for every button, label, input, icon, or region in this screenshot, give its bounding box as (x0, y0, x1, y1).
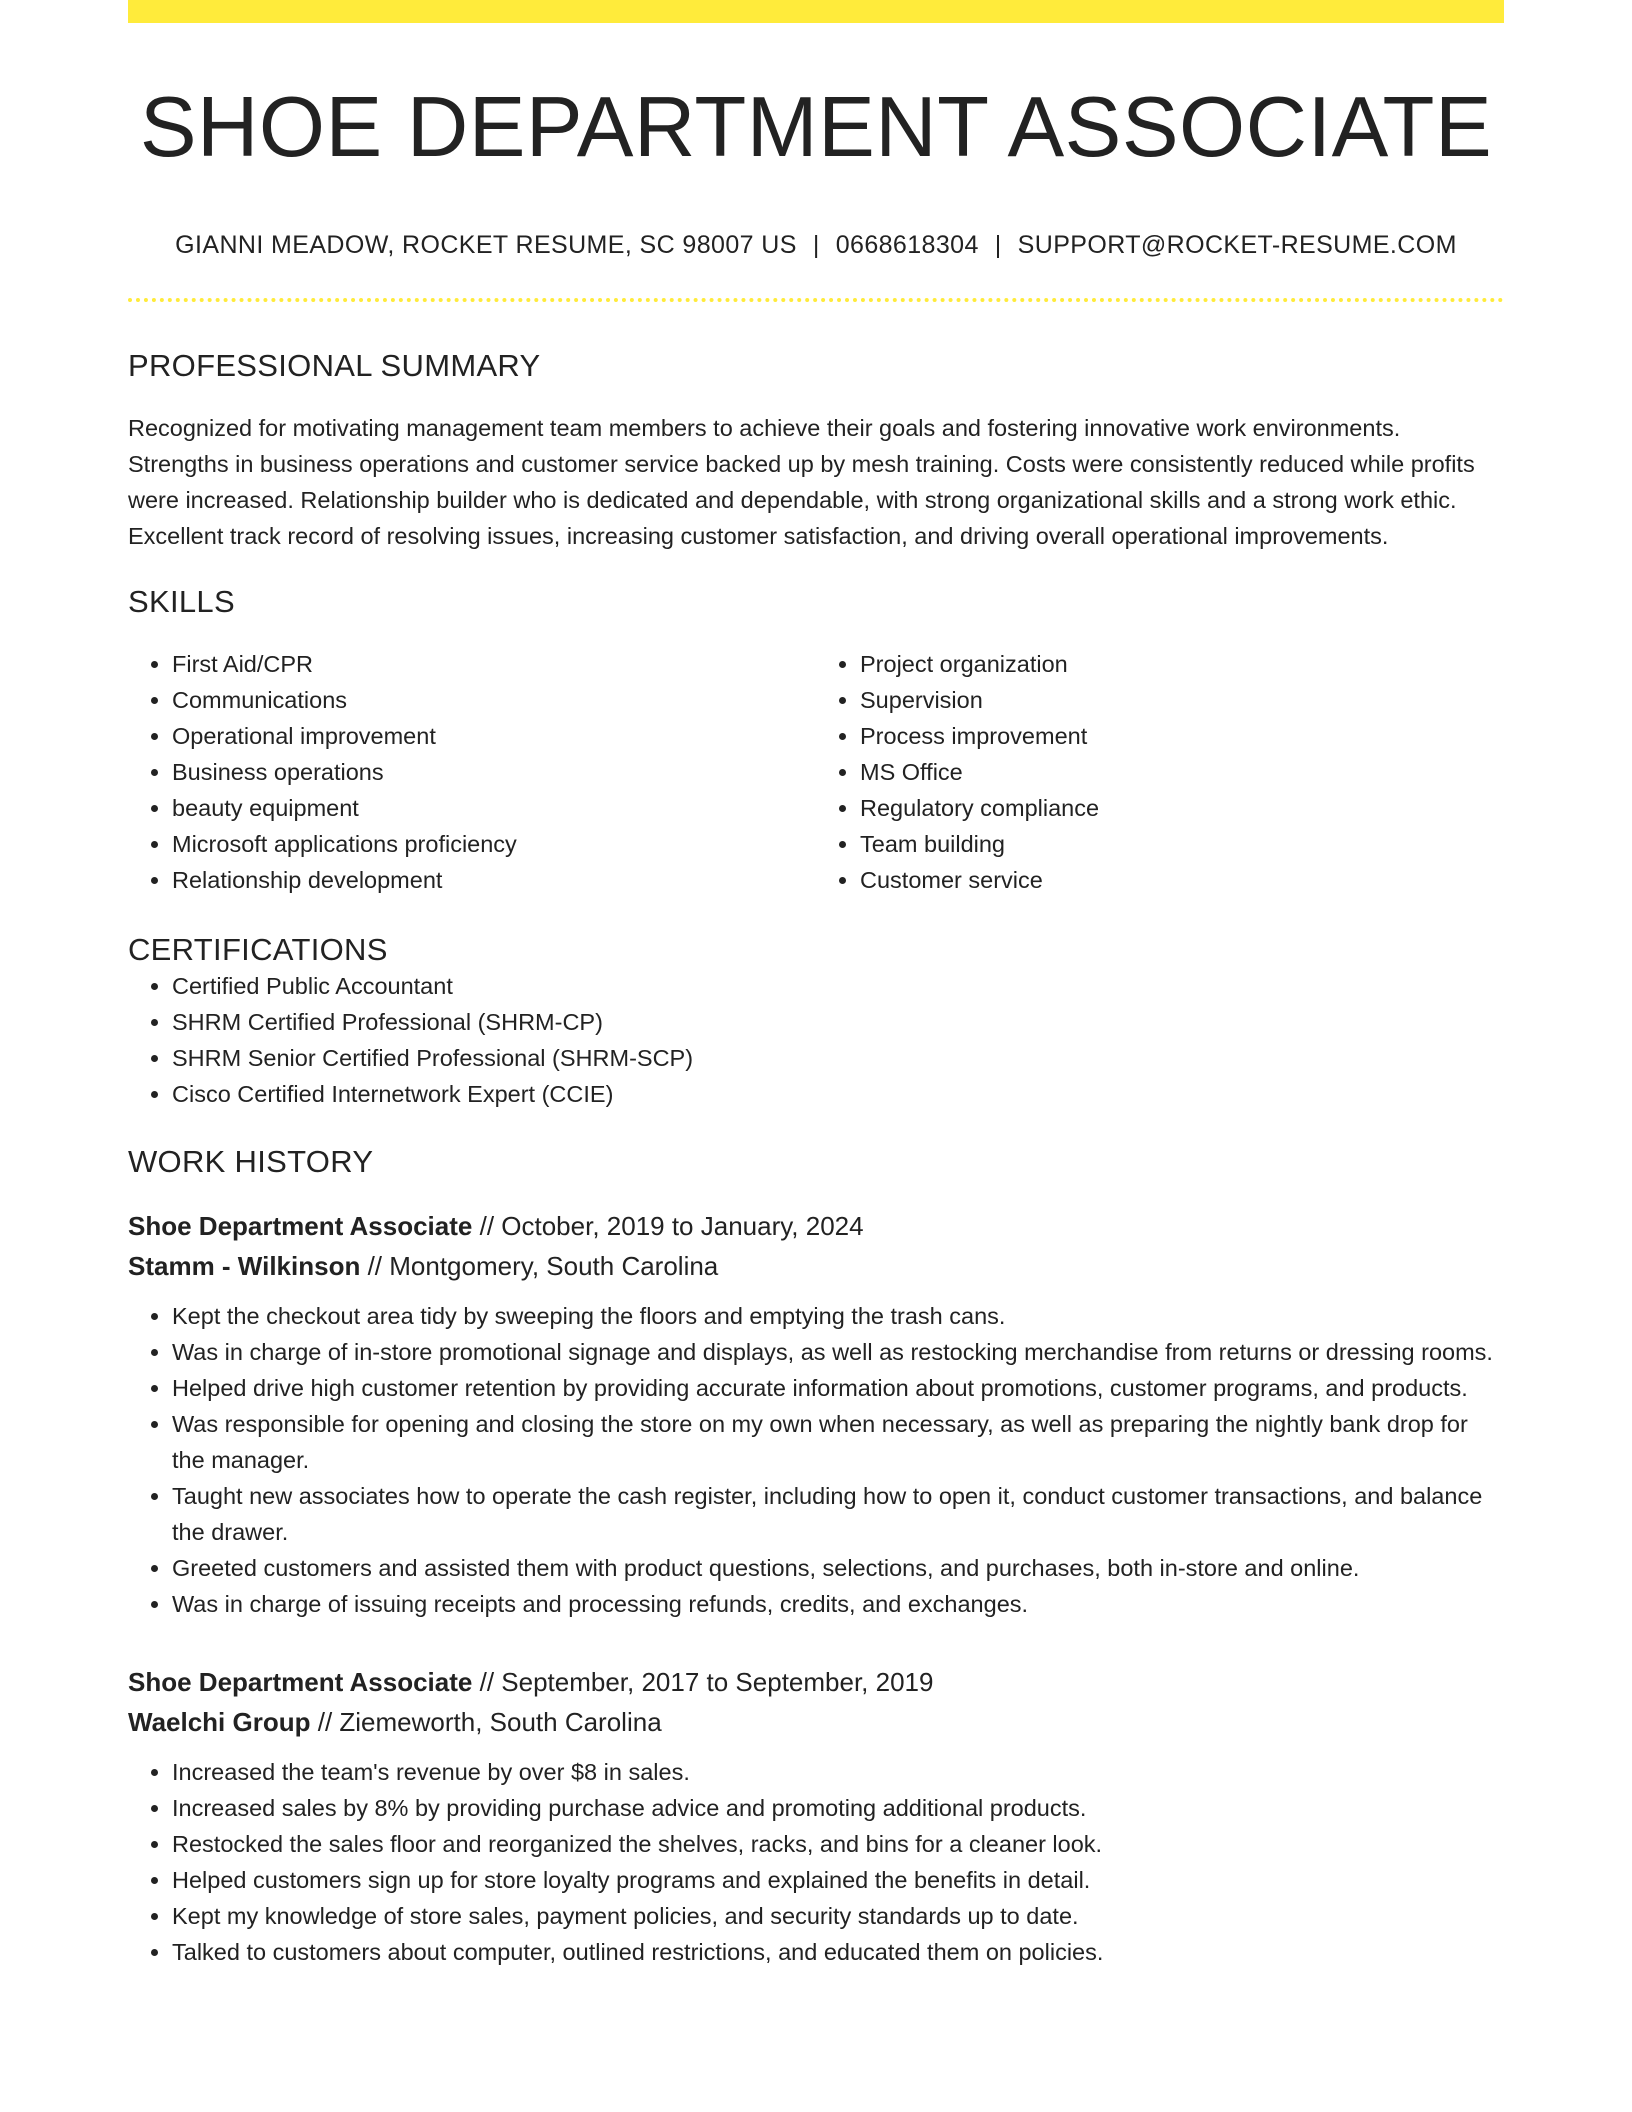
accent-bar (128, 0, 1504, 23)
job-company: Waelchi Group (128, 1706, 311, 1737)
certification-item: • SHRM Senior Certified Professional (SHRM-SCP) (172, 1040, 1504, 1076)
job-dates: // October, 2019 to January, 2024 (472, 1210, 864, 1241)
resume-page (128, 0, 1504, 1970)
skills-list (128, 646, 1504, 898)
job-title-line (128, 1662, 1504, 1702)
resume-title: SHOE DEPARTMENT ASSOCIATE (139, 80, 1493, 175)
skill-item: • Communications (172, 682, 816, 718)
job-location: // Ziemeworth, South Carolina (310, 1706, 662, 1737)
skill-item: • Team building (860, 826, 1504, 862)
job-dates: // September, 2017 to September, 2019 (472, 1666, 934, 1697)
job-company: Stamm - Wilkinson (128, 1250, 361, 1281)
job-title: Shoe Department Associate (128, 1210, 473, 1241)
dotted-divider (128, 298, 1504, 302)
skill-item: • MS Office (860, 754, 1504, 790)
certification-item: • Cisco Certified Internetwork Expert (CCIE) (172, 1076, 1504, 1112)
job-duty: • Talked to customers about computer, outlined restrictions, and educated them on policies. (172, 1934, 1504, 1970)
skill-item: • Project organization (860, 646, 1504, 682)
skill-item: • Customer service (860, 862, 1504, 898)
certifications-heading: CERTIFICATIONS (128, 931, 388, 967)
job-title-line (128, 1206, 1504, 1246)
job-duty: • Was in charge of issuing receipts and processing refunds, credits, and exchanges. (172, 1586, 1504, 1622)
skill-item: • Relationship development (172, 862, 816, 898)
skills-column-left (128, 646, 816, 898)
job-location: // Montgomery, South Carolina (360, 1250, 719, 1281)
skill-item: • First Aid/CPR (172, 646, 816, 682)
certification-item: • Certified Public Accountant (172, 968, 1504, 1004)
job-duty: • Greeted customers and assisted them with product questions, selections, and purchases, both in-store and online. (172, 1550, 1504, 1586)
job-company-line (128, 1246, 1504, 1286)
contact-phone: 0668618304 (835, 230, 979, 259)
summary-text: Recognized for motivating management team members to achieve their goals and fostering innovative work environments. Strengths in business operations and customer service backed up by mesh training. Costs were consistently reduced while profits were increased. Relationship builder who is dedicated and dependable, with strong organizational skills and a strong work ethic. Excellent track record of resolving issues, increasing customer satisfaction, and driving overall operational improvements. (128, 414, 1475, 549)
job-title: Shoe Department Associate (128, 1666, 473, 1697)
contact-line (128, 231, 1504, 260)
job-company-line (128, 1702, 1504, 1742)
job-duty: • Restocked the sales floor and reorganized the shelves, racks, and bins for a cleaner look. (172, 1826, 1504, 1862)
job-entry (128, 1662, 1504, 1970)
skill-item: • Microsoft applications proficiency (172, 826, 816, 862)
certification-item: • SHRM Certified Professional (SHRM-CP) (172, 1004, 1504, 1040)
job-duty: • Was in charge of in-store promotional signage and displays, as well as restocking merchandise from returns or dressing rooms. (172, 1334, 1504, 1370)
contact-email: SUPPORT@ROCKET-RESUME.COM (1017, 230, 1457, 259)
skill-item: • Process improvement (860, 718, 1504, 754)
summary-heading: PROFESSIONAL SUMMARY (128, 347, 541, 383)
certifications-list (128, 968, 1504, 1112)
job-duty: • Helped drive high customer retention by providing accurate information about promotions, customer programs, and products. (172, 1370, 1504, 1406)
job-duty: • Kept the checkout area tidy by sweeping the floors and emptying the trash cans. (172, 1298, 1504, 1334)
skill-item: • Supervision (860, 682, 1504, 718)
job-duties (128, 1754, 1504, 1970)
job-duty: • Increased sales by 8% by providing purchase advice and promoting additional products. (172, 1790, 1504, 1826)
job-entry (128, 1206, 1504, 1622)
contact-separator: | (994, 230, 1002, 259)
skill-item: • Business operations (172, 754, 816, 790)
job-duty: • Was responsible for opening and closing the store on my own when necessary, as well as preparing the nightly bank drop for the manager. (172, 1406, 1504, 1478)
work-history-heading: WORK HISTORY (128, 1143, 374, 1179)
job-duty: • Helped customers sign up for store loyalty programs and explained the benefits in detail. (172, 1862, 1504, 1898)
skill-item: • Operational improvement (172, 718, 816, 754)
skills-heading: SKILLS (128, 583, 235, 619)
job-duty: • Kept my knowledge of store sales, payment policies, and security standards up to date. (172, 1898, 1504, 1934)
job-duties (128, 1298, 1504, 1622)
job-duty: • Increased the team's revenue by over $8 in sales. (172, 1754, 1504, 1790)
contact-address: GIANNI MEADOW, ROCKET RESUME, SC 98007 US (175, 230, 797, 259)
skill-item: • beauty equipment (172, 790, 816, 826)
skills-column-right (816, 646, 1504, 898)
contact-separator: | (812, 230, 820, 259)
skill-item: • Regulatory compliance (860, 790, 1504, 826)
job-duty: • Taught new associates how to operate the cash register, including how to open it, conduct customer transactions, and balance the drawer. (172, 1478, 1504, 1550)
